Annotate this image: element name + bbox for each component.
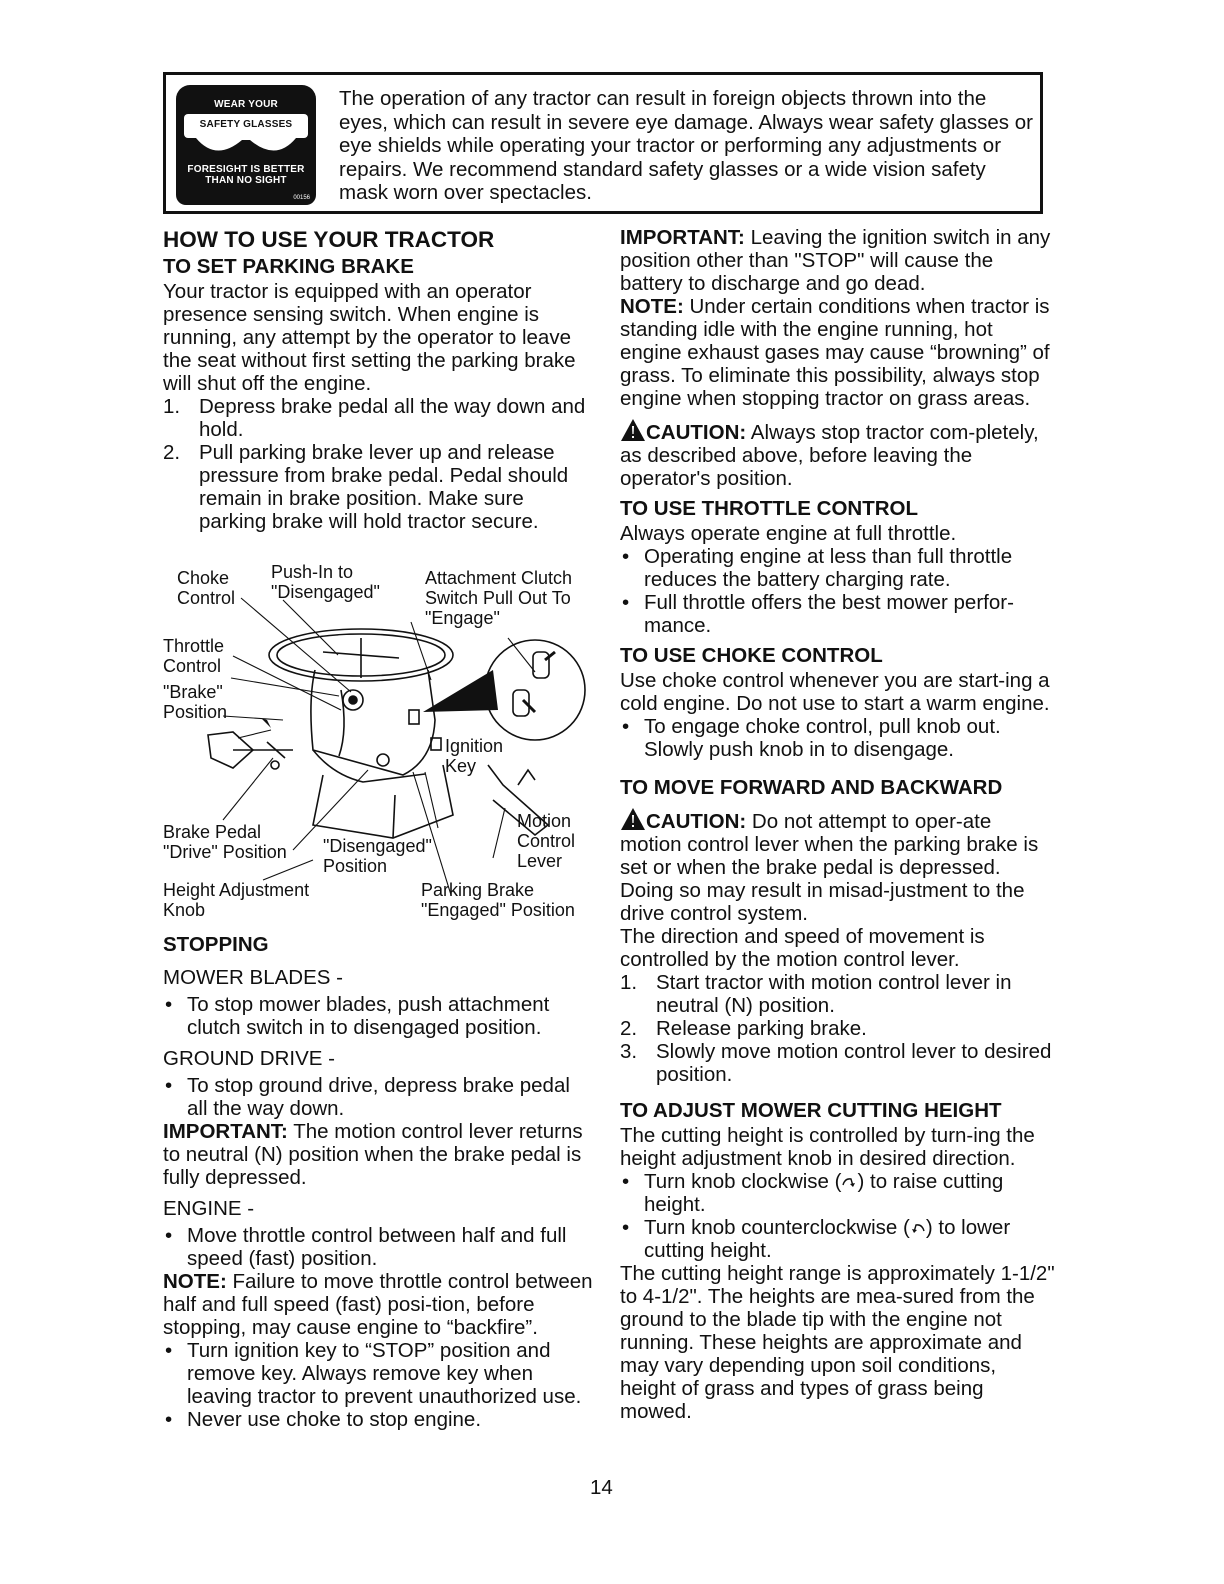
controls-diagram: [163, 560, 593, 925]
note-text: Failure to move throttle control between half and full speed (fast) posi-tion, before stopping, may cause engine to “backfire”.: [163, 1270, 593, 1339]
section-title: HOW TO USE YOUR TRACTOR: [163, 227, 495, 252]
safety-warning-box: [163, 72, 1043, 214]
ignition-important-note: [620, 226, 1055, 295]
step-number: 1.: [620, 971, 638, 994]
bullet-text: To engage choke control, pull knob out. Slowly push knob in to disengage.: [644, 715, 1001, 761]
list-item: [163, 1408, 593, 1431]
step-number: 3.: [620, 1040, 638, 1063]
caution-motion-lever: [620, 807, 1055, 925]
backfire-note: [163, 1270, 593, 1339]
glasses-icon: [176, 110, 316, 160]
bullet: •: [622, 1216, 630, 1239]
engine-label: ENGINE -: [163, 1197, 255, 1220]
bullet-text-start: Turn knob counterclockwise (: [644, 1216, 910, 1239]
throttle-heading: TO USE THROTTLE CONTROL: [620, 497, 919, 520]
page-number: 14: [590, 1476, 613, 1499]
label-push-in: Push-In to "Disengaged": [271, 562, 380, 602]
list-item: [163, 395, 593, 441]
badge-line-3: FORESIGHT IS BETTER: [187, 164, 305, 175]
list-item: [620, 1170, 1055, 1216]
safety-glasses-badge: [176, 85, 316, 205]
move-heading: TO MOVE FORWARD AND BACKWARD: [620, 776, 1003, 799]
cutting-height-intro: The cutting height is controlled by turn-ing the height adjustment knob in desired direction.: [620, 1124, 1035, 1170]
bullet: •: [165, 993, 173, 1016]
bullet-text: To stop mower blades, push attachment clutch switch in to disengaged position.: [187, 993, 550, 1039]
label-parking-brake: Parking Brake "Engaged" Position: [421, 880, 575, 920]
list-item: [163, 993, 593, 1039]
badge-line-2: SAFETY GLASSES: [199, 119, 293, 130]
step-number: 2.: [163, 441, 181, 464]
important-text: Leaving the ignition switch in any position other than "STOP" will cause the battery to discharge and go dead.: [620, 226, 1051, 295]
step-text: Start tractor with motion control lever in neutral (N) position.: [656, 971, 1012, 1017]
step-text: Pull parking brake lever up and release pressure from brake pedal. Pedal should remain in brake position. Make sure parking brake will hold tractor secure.: [199, 441, 569, 533]
caution-text: Do not attempt to oper-ate motion control lever when the parking brake is set or when the brake pedal is depressed. Doing so may result in misad-justment to the drive control system.: [620, 810, 1039, 925]
throttle-intro: Always operate engine at full throttle.: [620, 522, 957, 545]
choke-heading: TO USE CHOKE CONTROL: [620, 644, 883, 667]
counterclockwise-arrow-icon: [910, 1221, 926, 1235]
label-brake-position: "Brake" Position: [163, 682, 228, 722]
left-column: [163, 226, 593, 533]
label-brake-pedal: Brake Pedal "Drive" Position: [163, 822, 287, 862]
list-item: [620, 715, 1055, 761]
step-number: 2.: [620, 1017, 638, 1040]
list-item: [163, 1074, 593, 1120]
caution-stop-tractor: [620, 418, 1055, 490]
bullet-text: [644, 1170, 1055, 1216]
badge-line-4: THAN NO SIGHT: [205, 175, 287, 186]
bullet-text: [644, 1216, 1055, 1262]
bullet-text: Full throttle offers the best mower perfor-mance.: [644, 591, 1014, 637]
step-text: Slowly move motion control lever to desired position.: [656, 1040, 1052, 1086]
list-item: [620, 1216, 1055, 1262]
bullet: •: [622, 545, 630, 568]
label-motion-control-lever: Motion Control Lever: [517, 811, 576, 871]
list-item: [620, 591, 1055, 637]
bullet: •: [622, 591, 630, 614]
cutting-height-heading: TO ADJUST MOWER CUTTING HEIGHT: [620, 1099, 1002, 1122]
badge-code: 00156: [293, 195, 310, 201]
note-text: Under certain conditions when tractor is standing idle with the engine running, hot engine exhaust gases may cause “browning” of grass. To eliminate this possibility, always stop engine when stopping tractor on grass areas.: [620, 295, 1050, 410]
list-item: [163, 1339, 593, 1408]
caution-label: CAUTION:: [646, 421, 747, 444]
bullet-text-end: ) to raise cutting height.: [644, 1170, 1004, 1216]
warning-text: The operation of any tractor can result in foreign objects thrown into the eyes, which can result in severe eye damage. Always wear safety glasses or eye shields while operating your tractor or performing any adjustments or repairs. We recommend standard safety glasses or a wide vision safety mask worn over spectacles.: [339, 87, 1033, 204]
bullet-text: To stop ground drive, depress brake pedal all the way down.: [187, 1074, 570, 1120]
step-number: 1.: [163, 395, 181, 418]
clockwise-arrow-icon: [841, 1175, 857, 1189]
list-item: [163, 1224, 593, 1270]
note-label: NOTE:: [163, 1270, 227, 1293]
label-choke-control: Choke Control: [177, 568, 236, 608]
choke-intro: Use choke control whenever you are start-ing a cold engine. Do not use to start a warm engine.: [620, 669, 1050, 715]
list-item: [620, 1040, 1055, 1086]
note-label: NOTE:: [620, 295, 684, 318]
right-column: [620, 226, 1055, 1423]
stopping-heading: STOPPING: [163, 933, 269, 956]
bullet: •: [622, 715, 630, 738]
bullet: •: [165, 1339, 173, 1362]
bullet: •: [165, 1408, 173, 1431]
warning-triangle-icon: [620, 418, 646, 442]
bullet-text: Never use choke to stop engine.: [187, 1408, 482, 1431]
list-item: [620, 545, 1055, 591]
caution-label: CAUTION:: [646, 810, 747, 833]
step-text: Depress brake pedal all the way down and hold.: [199, 395, 586, 441]
cutting-height-range: The cutting height range is approximately 1-1/2" to 4-1/2". The heights are mea-sured from the ground to the blade tip with the engine not running. These heights are approximate and may vary depending upon soil conditions, height of grass and types of grass being mowed.: [620, 1262, 1055, 1423]
bullet-text: Move throttle control between half and full speed (fast) position.: [187, 1224, 567, 1270]
label-disengaged-position: "Disengaged" Position: [323, 836, 432, 876]
list-item: [163, 441, 593, 533]
ground-drive-label: GROUND DRIVE -: [163, 1047, 335, 1070]
important-text: The motion control lever returns to neutral (N) position when the brake pedal is fully depressed.: [163, 1120, 583, 1189]
important-motion-lever-note: [163, 1120, 593, 1189]
bullet-text-end: ) to lower cutting height.: [644, 1216, 1011, 1262]
label-ignition-key: Ignition Key: [445, 736, 504, 776]
bullet-text: Turn ignition key to “STOP” position and remove key. Always remove key when leaving tractor to prevent unauthorized use.: [187, 1339, 582, 1408]
browning-note: [620, 295, 1055, 410]
important-label: IMPORTANT:: [620, 226, 745, 249]
caution-text: Always stop tractor com-pletely, as described above, before leaving the operator's position.: [620, 421, 1039, 490]
step-text: Release parking brake.: [656, 1017, 867, 1040]
stopping-section: [163, 932, 593, 1431]
parking-brake-heading: TO SET PARKING BRAKE: [163, 255, 414, 278]
bullet: •: [622, 1170, 630, 1193]
bullet: •: [165, 1224, 173, 1247]
direction-text: The direction and speed of movement is controlled by the motion control lever.: [620, 925, 985, 971]
bullet: •: [165, 1074, 173, 1097]
list-item: [620, 971, 1055, 1017]
bullet-text: Operating engine at less than full throttle reduces the battery charging rate.: [644, 545, 1013, 591]
warning-triangle-icon: [620, 807, 646, 831]
parking-brake-intro: Your tractor is equipped with an operator presence sensing switch. When engine is running, any attempt by the operator to leave the seat without first setting the parking brake will shut off the engine.: [163, 280, 576, 395]
label-height-adjustment-knob: Height Adjustment Knob: [163, 880, 310, 920]
important-label: IMPORTANT:: [163, 1120, 288, 1143]
mower-blades-label: MOWER BLADES -: [163, 966, 343, 989]
label-attachment-clutch: Attachment Clutch Switch Pull Out To "Engage": [425, 568, 573, 628]
badge-line-1: WEAR YOUR: [214, 99, 278, 110]
bullet-text-start: Turn knob clockwise (: [644, 1170, 842, 1193]
list-item: [620, 1017, 1055, 1040]
label-throttle-control: Throttle Control: [163, 636, 225, 676]
